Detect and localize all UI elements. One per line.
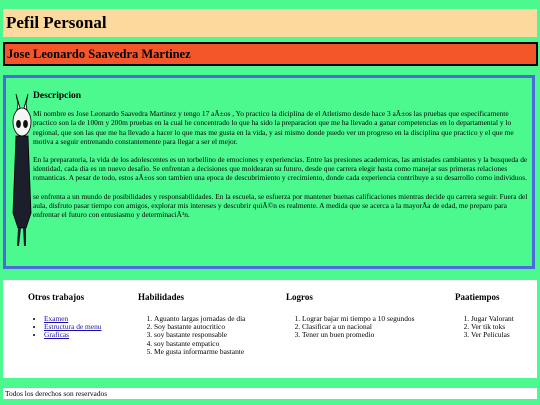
profile-name: Jose Leonardo Saavedra Martinez	[7, 47, 191, 61]
otros-trabajos-column	[28, 292, 101, 340]
list-item: 3. soy bastante responsable	[154, 331, 245, 339]
list-item: 3. Tener un buen promedio	[302, 331, 414, 339]
description-paragraph-2: En la preparatoria, la vida de los adolescentes es un torbellino de emociones y experiencias. Entre las presiones academicas, las amistades cambiantes y la busqueda de identidad, cada dia es un nuevo desafio. Se enfrentan a decisiones que moldearan su futuro, desde que carrera elegir hasta como manejar sus primeras relaciones romanticas. A pesar de todo, estos aÃ±os son tambien una epoca de descubrimiento y crecimiento, donde cada experiencia contribuye a su desarrollo como individuos.	[33, 155, 528, 183]
link-examen[interactable]: Examen	[44, 314, 69, 323]
pasatiempos-column	[455, 292, 514, 340]
description-paragraph-1: Mi nombre es Jose Leonardo Saavedra Martinez y tengo 17 aÃ±os , Yo practico la diciplina de el Atletismo desde hace 3 aÃ±os las pruebas que especificamente practico son la de 100m y 200m pruebas en la cual he concentrado lo que ha sido la preparacion que me ha llevado a ganar competencias en lo departamental y lo regional, que son las que me ha llevado a hacer lo que mas me gusta en la vida, y asi mismo donde puedo ver un progreso en la disciplina que practico y el que me motiva a seguir entrenando constantemente para llegar a ser el mejor.	[33, 109, 514, 146]
page-title: Pefil Personal	[6, 13, 107, 32]
list-item: 3. Ver Peliculas	[471, 331, 514, 339]
link-estructura-de-menu[interactable]: Estructura de menu	[44, 322, 102, 332]
otros-trabajos-list	[28, 315, 101, 340]
description-heading: Descripcion	[33, 91, 82, 101]
list-item: 1. Aguanto largas jornadas de dia	[154, 315, 245, 323]
page-header	[3, 9, 537, 37]
list-item: 4. soy bastante empatico	[154, 340, 245, 348]
list-item: 2. Ver tik toks	[471, 323, 514, 331]
otros-trabajos-title: Otros trabajos	[28, 292, 85, 302]
logros-list	[286, 315, 414, 340]
logros-column	[286, 292, 414, 340]
logros-title: Logros	[286, 292, 313, 302]
pasatiempos-title: Paatiempos	[455, 292, 500, 302]
description-paragraph-3: se enfrenta a un mundo de posibilidades y responsabilidades. En la escuela, se esfuerza por mantener buenas calificaciones mientras decide qu carrera seguir. Fuera del aula, disfruto pasar tiempo con amigos, explorar mis intereses y descubrir quiÃ©n es realmente. A medida que se acerca a la mayorÃa de edad, me preparo para enfrentar el futuro con entusiasmo y determinaciÃ³n.	[33, 191, 528, 220]
footer-text: Todos los derechos son reservados	[5, 389, 108, 398]
name-banner	[3, 42, 538, 66]
hollow-knight-avatar-icon	[10, 88, 34, 258]
pasatiempos-list	[455, 315, 514, 340]
habilidades-column	[138, 292, 245, 356]
description-section	[3, 75, 535, 269]
link-graficas[interactable]: Graficas	[44, 330, 70, 340]
list-item	[44, 331, 101, 339]
info-columns	[3, 280, 537, 378]
habilidades-title: Habilidades	[138, 292, 185, 302]
page-footer	[3, 388, 537, 399]
list-item: 2. Soy bastante autocritico	[154, 323, 245, 331]
list-item: 5. Me gusta informarme bastante	[154, 348, 245, 356]
habilidades-list	[138, 315, 245, 356]
list-item: 1. Jugar Valorant	[471, 315, 514, 323]
list-item: 1. Lograr bajar mi tiempo a 10 segundos	[302, 315, 414, 323]
list-item: 2. Clasificar a un nacional	[302, 323, 414, 331]
